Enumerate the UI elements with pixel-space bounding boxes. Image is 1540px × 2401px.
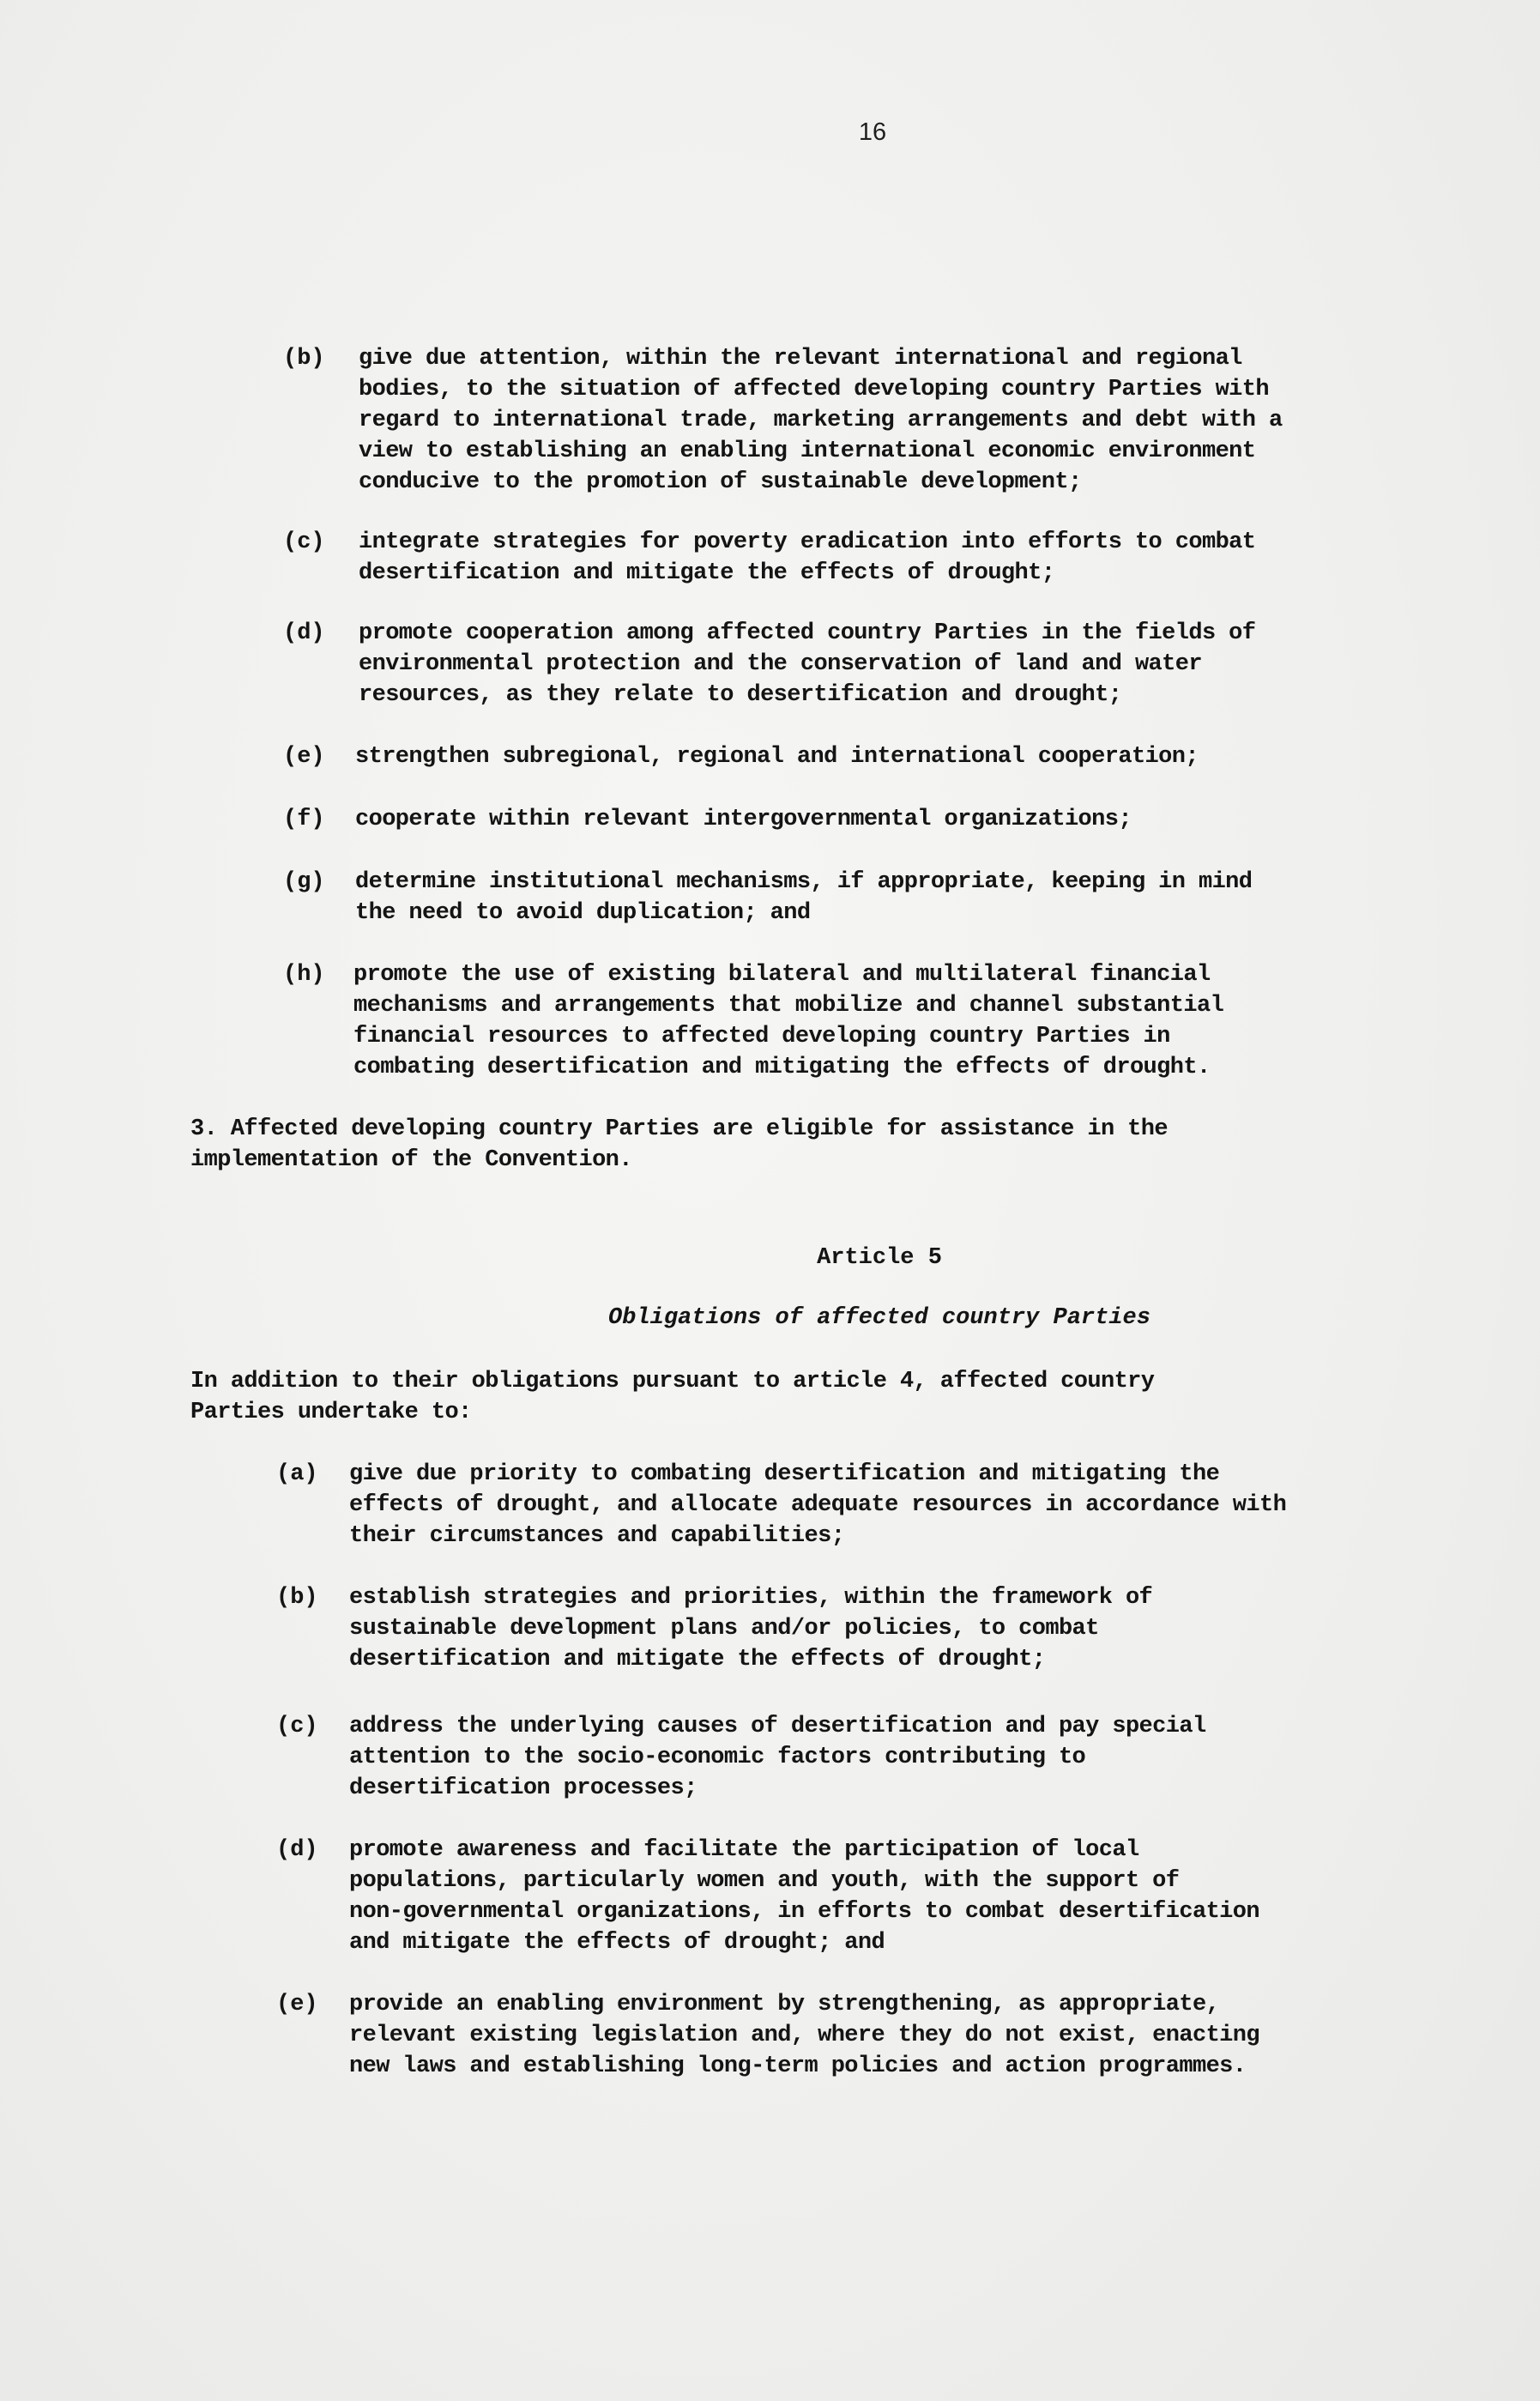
item-label: (b) <box>283 346 325 372</box>
item-text: give due priority to combating desertification and mitigating the effects of drought, and allocate adequate resources in accordance with their circumstances and capabilities; <box>349 1461 1287 1549</box>
item-label: (c) <box>276 1714 318 1739</box>
item-text: give due attention, within the relevant international and regional bodies, to the situation of affected developing country Parties with regard to international trade, marketing arrangements and debt with a view to establishing an enabling international economic environment conducive to the promotion of sustainable development; <box>359 346 1283 495</box>
item-text: integrate strategies for poverty eradication into efforts to combat desertification and mitigate the effects of drought; <box>359 529 1256 586</box>
paragraph-3: 3. Affected developing country Parties are eligible for assistance in the implementation of the Convention. <box>190 1116 1168 1173</box>
item-text: strengthen subregional, regional and international cooperation; <box>355 744 1199 770</box>
article-heading: Article 5 <box>817 1245 942 1271</box>
item-label: (h) <box>283 962 325 988</box>
page-number: 16 <box>858 118 887 146</box>
item-label: (a) <box>276 1461 318 1487</box>
item-label: (e) <box>283 744 325 770</box>
item-label: (d) <box>283 620 325 646</box>
item-label: (d) <box>276 1837 318 1863</box>
item-label: (e) <box>276 1992 318 2017</box>
item-label: (b) <box>276 1585 318 1611</box>
article-subtitle: Obligations of affected country Parties <box>608 1305 1150 1331</box>
item-text: provide an enabling environment by strengthening, as appropriate, relevant existing legislation and, where they do not exist, enacting new laws and establishing long-term policies and action programmes. <box>349 1992 1259 2079</box>
item-text: determine institutional mechanisms, if appropriate, keeping in mind the need to avoid duplication; and <box>355 869 1253 926</box>
item-label: (f) <box>283 807 325 832</box>
item-text: cooperate within relevant intergovernmental organizations; <box>355 807 1132 832</box>
item-label: (c) <box>283 529 325 555</box>
article-intro: In addition to their obligations pursuant to article 4, affected country Parties undertake to: <box>190 1369 1155 1425</box>
item-text: address the underlying causes of desertification and pay special attention to the socio-economic factors contributing to desertification processes; <box>349 1714 1206 1801</box>
item-text: establish strategies and priorities, within the framework of sustainable development plans and/or policies, to combat desertification and mitigate the effects of drought; <box>349 1585 1153 1672</box>
item-text: promote cooperation among affected country Parties in the fields of environmental protection and the conservation of land and water resources, as they relate to desertification and drought; <box>359 620 1256 708</box>
item-text: promote the use of existing bilateral and multilateral financial mechanisms and arrangements that mobilize and channel substantial financial resources to affected developing country Parties in combating desertification and mitigating the effects of drought. <box>353 962 1224 1080</box>
item-label: (g) <box>283 869 325 895</box>
item-text: promote awareness and facilitate the participation of local populations, particularly women and youth, with the support of non-governmental organizations, in efforts to combat desertification and mitigate the effects of drought; and <box>349 1837 1259 1956</box>
